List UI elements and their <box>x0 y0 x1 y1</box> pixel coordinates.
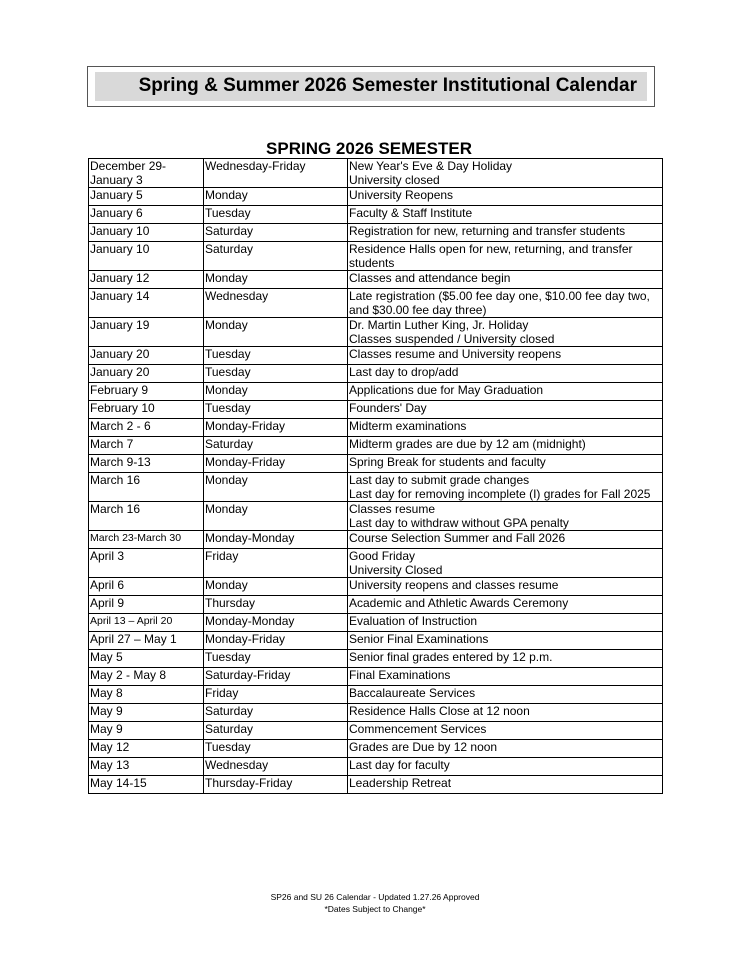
footer <box>0 891 750 915</box>
day-cell: Saturday <box>204 224 348 242</box>
event-cell: Last day to drop/add <box>348 365 663 383</box>
event-cell: Residence Halls open for new, returning, and transfer students <box>348 242 663 271</box>
day-cell: Monday <box>204 578 348 596</box>
event-cell: University Reopens <box>348 188 663 206</box>
day-cell: Saturday <box>204 242 348 271</box>
table-row <box>89 722 663 740</box>
table-row <box>89 531 663 549</box>
date-cell: December 29- January 3 <box>89 159 204 188</box>
date-cell: May 5 <box>89 650 204 668</box>
table-row <box>89 596 663 614</box>
event-cell: Senior final grades entered by 12 p.m. <box>348 650 663 668</box>
table-row <box>89 206 663 224</box>
event-cell: Senior Final Examinations <box>348 632 663 650</box>
date-cell: January 12 <box>89 271 204 289</box>
date-cell: May 13 <box>89 758 204 776</box>
date-cell: January 10 <box>89 242 204 271</box>
day-cell: Monday <box>204 502 348 531</box>
date-cell: March 16 <box>89 502 204 531</box>
calendar-table-body <box>89 159 663 794</box>
table-row <box>89 318 663 347</box>
date-cell: April 9 <box>89 596 204 614</box>
date-cell: May 2 - May 8 <box>89 668 204 686</box>
date-cell: January 19 <box>89 318 204 347</box>
day-cell: Tuesday <box>204 740 348 758</box>
table-row <box>89 242 663 271</box>
event-cell: Founders' Day <box>348 401 663 419</box>
event-cell: Classes resume Last day to withdraw without GPA penalty <box>348 502 663 531</box>
table-row <box>89 632 663 650</box>
table-row <box>89 271 663 289</box>
day-cell: Wednesday <box>204 758 348 776</box>
event-cell: Applications due for May Graduation <box>348 383 663 401</box>
day-cell: Monday-Monday <box>204 614 348 632</box>
table-row <box>89 614 663 632</box>
event-cell: Leadership Retreat <box>348 776 663 794</box>
day-cell: Tuesday <box>204 401 348 419</box>
table-row <box>89 704 663 722</box>
event-cell: Academic and Athletic Awards Ceremony <box>348 596 663 614</box>
date-cell: March 9-13 <box>89 455 204 473</box>
table-row <box>89 419 663 437</box>
date-cell: February 9 <box>89 383 204 401</box>
day-cell: Wednesday <box>204 289 348 318</box>
table-row <box>89 365 663 383</box>
title-banner <box>95 72 647 101</box>
event-cell: Late registration ($5.00 fee day one, $10.00 fee day two, and $30.00 fee day three) <box>348 289 663 318</box>
day-cell: Monday <box>204 473 348 502</box>
day-cell: Wednesday-Friday <box>204 159 348 188</box>
event-cell: Baccalaureate Services <box>348 686 663 704</box>
table-row <box>89 650 663 668</box>
day-cell: Tuesday <box>204 347 348 365</box>
date-cell: May 8 <box>89 686 204 704</box>
day-cell: Saturday <box>204 437 348 455</box>
event-cell: Midterm examinations <box>348 419 663 437</box>
table-row <box>89 289 663 318</box>
table-row <box>89 668 663 686</box>
table-row <box>89 473 663 502</box>
date-cell: March 23-March 30 <box>89 531 204 549</box>
table-row <box>89 437 663 455</box>
day-cell: Monday <box>204 271 348 289</box>
date-cell: January 14 <box>89 289 204 318</box>
date-cell: May 9 <box>89 704 204 722</box>
table-row <box>89 740 663 758</box>
table-row <box>89 224 663 242</box>
day-cell: Monday <box>204 383 348 401</box>
table-row <box>89 347 663 365</box>
calendar-table <box>88 158 663 794</box>
event-cell: Residence Halls Close at 12 noon <box>348 704 663 722</box>
table-row <box>89 776 663 794</box>
day-cell: Saturday-Friday <box>204 668 348 686</box>
table-row <box>89 159 663 188</box>
section-heading <box>0 139 750 159</box>
date-cell: February 10 <box>89 401 204 419</box>
day-cell: Tuesday <box>204 365 348 383</box>
day-cell: Friday <box>204 686 348 704</box>
event-cell: Grades are Due by 12 noon <box>348 740 663 758</box>
day-cell: Monday-Friday <box>204 455 348 473</box>
day-cell: Monday <box>204 188 348 206</box>
day-cell: Saturday <box>204 704 348 722</box>
date-cell: March 2 - 6 <box>89 419 204 437</box>
event-cell: Classes resume and University reopens <box>348 347 663 365</box>
date-cell: March 16 <box>89 473 204 502</box>
table-row <box>89 758 663 776</box>
date-cell: April 6 <box>89 578 204 596</box>
event-cell: Good Friday University Closed <box>348 549 663 578</box>
day-cell: Monday <box>204 318 348 347</box>
event-cell: New Year's Eve & Day Holiday University closed <box>348 159 663 188</box>
day-cell: Thursday-Friday <box>204 776 348 794</box>
day-cell: Tuesday <box>204 650 348 668</box>
title-box <box>87 66 655 107</box>
date-cell: January 10 <box>89 224 204 242</box>
date-cell: May 9 <box>89 722 204 740</box>
event-cell: Last day to submit grade changes Last day for removing incomplete (I) grades for Fall 2025 <box>348 473 663 502</box>
table-row <box>89 502 663 531</box>
table-row <box>89 383 663 401</box>
event-cell: Spring Break for students and faculty <box>348 455 663 473</box>
date-cell: January 20 <box>89 347 204 365</box>
event-cell: Course Selection Summer and Fall 2026 <box>348 531 663 549</box>
table-row <box>89 455 663 473</box>
day-cell: Friday <box>204 549 348 578</box>
date-cell: April 3 <box>89 549 204 578</box>
date-cell: January 6 <box>89 206 204 224</box>
section-heading-text: SPRING 2026 SEMESTER <box>266 139 472 158</box>
event-cell: University reopens and classes resume <box>348 578 663 596</box>
event-cell: Registration for new, returning and transfer students <box>348 224 663 242</box>
document-title: Spring & Summer 2026 Semester Institutional Calendar <box>138 75 637 96</box>
event-cell: Dr. Martin Luther King, Jr. Holiday Classes suspended / University closed <box>348 318 663 347</box>
date-cell: April 13 – April 20 <box>89 614 204 632</box>
day-cell: Monday-Friday <box>204 632 348 650</box>
day-cell: Saturday <box>204 722 348 740</box>
event-cell: Faculty & Staff Institute <box>348 206 663 224</box>
date-cell: May 14-15 <box>89 776 204 794</box>
event-cell: Last day for faculty <box>348 758 663 776</box>
date-cell: May 12 <box>89 740 204 758</box>
day-cell: Monday-Monday <box>204 531 348 549</box>
table-row <box>89 401 663 419</box>
event-cell: Final Examinations <box>348 668 663 686</box>
event-cell: Evaluation of Instruction <box>348 614 663 632</box>
day-cell: Monday-Friday <box>204 419 348 437</box>
date-cell: March 7 <box>89 437 204 455</box>
date-cell: April 27 – May 1 <box>89 632 204 650</box>
table-row <box>89 549 663 578</box>
footer-disclaimer: *Dates Subject to Change* <box>324 904 426 914</box>
event-cell: Commencement Services <box>348 722 663 740</box>
day-cell: Thursday <box>204 596 348 614</box>
day-cell: Tuesday <box>204 206 348 224</box>
table-row <box>89 686 663 704</box>
table-row <box>89 578 663 596</box>
date-cell: January 20 <box>89 365 204 383</box>
event-cell: Midterm grades are due by 12 am (midnight) <box>348 437 663 455</box>
table-row <box>89 188 663 206</box>
date-cell: January 5 <box>89 188 204 206</box>
footer-update-note: SP26 and SU 26 Calendar - Updated 1.27.26 Approved <box>270 892 480 902</box>
event-cell: Classes and attendance begin <box>348 271 663 289</box>
